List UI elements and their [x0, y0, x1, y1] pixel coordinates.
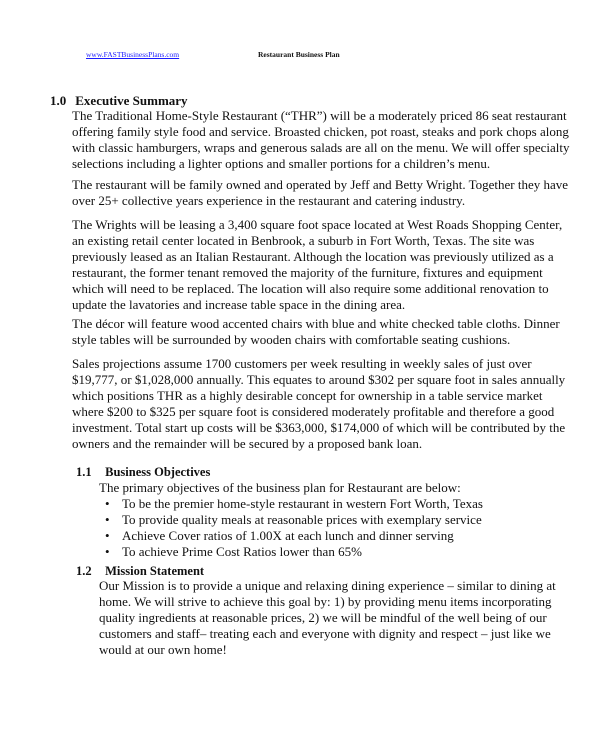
- executive-summary-paragraph-3: [72, 217, 572, 313]
- paragraph-text: The Wrights will be leasing a 3,400 square foot space located at West Roads Shopping Center, an existing retail center located in Benbrook, a suburb in Fort Worth, Texas. The site was previously leased as an Italian Restaurant. Although the location was previously utilized as a restaurant, the former tenant removed the majority of the furniture, fixtures and equipment which will need to be replaced. The location will also require some additional renovation to update the lavatories and increase table space in the dining area.: [72, 217, 563, 312]
- list-item: • Achieve Cover ratios of 1.00X at each lunch and dinner serving: [105, 528, 454, 543]
- section-heading-business-objectives: [76, 465, 210, 480]
- page-header: [0, 50, 600, 64]
- executive-summary-paragraph-4: [72, 316, 572, 348]
- paragraph-text: The Traditional Home-Style Restaurant (“THR”) will be a moderately priced 86 seat restaurant offering family style food and service. Broasted chicken, pot roast, steaks and pork chops along with classic hamburgers, wraps and generous salads are all on the menu. We will offer specialty selections including a lighter options and smaller portions for a children’s menu.: [72, 108, 570, 171]
- document-title: Restaurant Business Plan: [258, 50, 340, 59]
- bullet-icon: •: [105, 512, 110, 527]
- section-heading-executive-summary: [50, 93, 188, 109]
- website-link[interactable]: www.FASTBusinessPlans.com: [86, 50, 180, 59]
- business-objectives-body: [99, 480, 579, 560]
- mission-text: Our Mission is to provide a unique and relaxing dining experience – similar to dining at home. We will strive to achieve this goal by: 1) by providing menu items incorporating quality ingredients at reasonable prices, 2) we will be mindful of the well being of our customers and staff– treating each and everyone with dignity and respect – just like we would at our own home!: [99, 578, 556, 657]
- list-item: • To provide quality meals at reasonable prices with exemplary service: [105, 512, 482, 527]
- executive-summary-paragraph-2: [72, 177, 572, 209]
- paragraph-text: Sales projections assume 1700 customers per week resulting in weekly sales of just over $19,777, or $1,028,000 annually. This equates to around $302 per square foot in sales annually which positions THR as a highly desirable concept for ownership in a table service market where $200 to $325 per square foot is considered moderately profitable and therefore a good investment. Total start up costs will be $363,000, $174,000 of which will be contributed by the owners and the remainder will be secured by a proposed bank loan.: [72, 356, 566, 451]
- section-title: Executive Summary: [75, 93, 188, 108]
- executive-summary-paragraph-5: [72, 356, 572, 452]
- section-title: Mission Statement: [105, 564, 205, 578]
- mission-statement-body: [99, 578, 579, 658]
- bullet-icon: •: [105, 544, 110, 559]
- section-number: 1.0: [50, 93, 67, 108]
- section-number: 1.2: [76, 564, 92, 578]
- section-heading-mission-statement: [76, 564, 204, 579]
- objectives-list: [99, 496, 579, 560]
- list-item: • To be the premier home-style restaurant in western Fort Worth, Texas: [105, 496, 483, 511]
- executive-summary-paragraph-1: [72, 108, 572, 172]
- section-title: Business Objectives: [105, 465, 211, 479]
- paragraph-text: The restaurant will be family owned and operated by Jeff and Betty Wright. Together they have over 25+ collective years experience in the restaurant and catering industry.: [72, 177, 569, 208]
- bullet-icon: •: [105, 496, 110, 511]
- objectives-intro: The primary objectives of the business plan for Restaurant are below:: [99, 480, 461, 495]
- paragraph-text: The décor will feature wood accented chairs with blue and white checked table cloths. Dinner style tables will be surrounded by wooden chairs with comfortable seating cushions.: [72, 316, 560, 347]
- section-number: 1.1: [76, 465, 92, 479]
- list-item: • To achieve Prime Cost Ratios lower than 65%: [105, 544, 362, 559]
- bullet-icon: •: [105, 528, 110, 543]
